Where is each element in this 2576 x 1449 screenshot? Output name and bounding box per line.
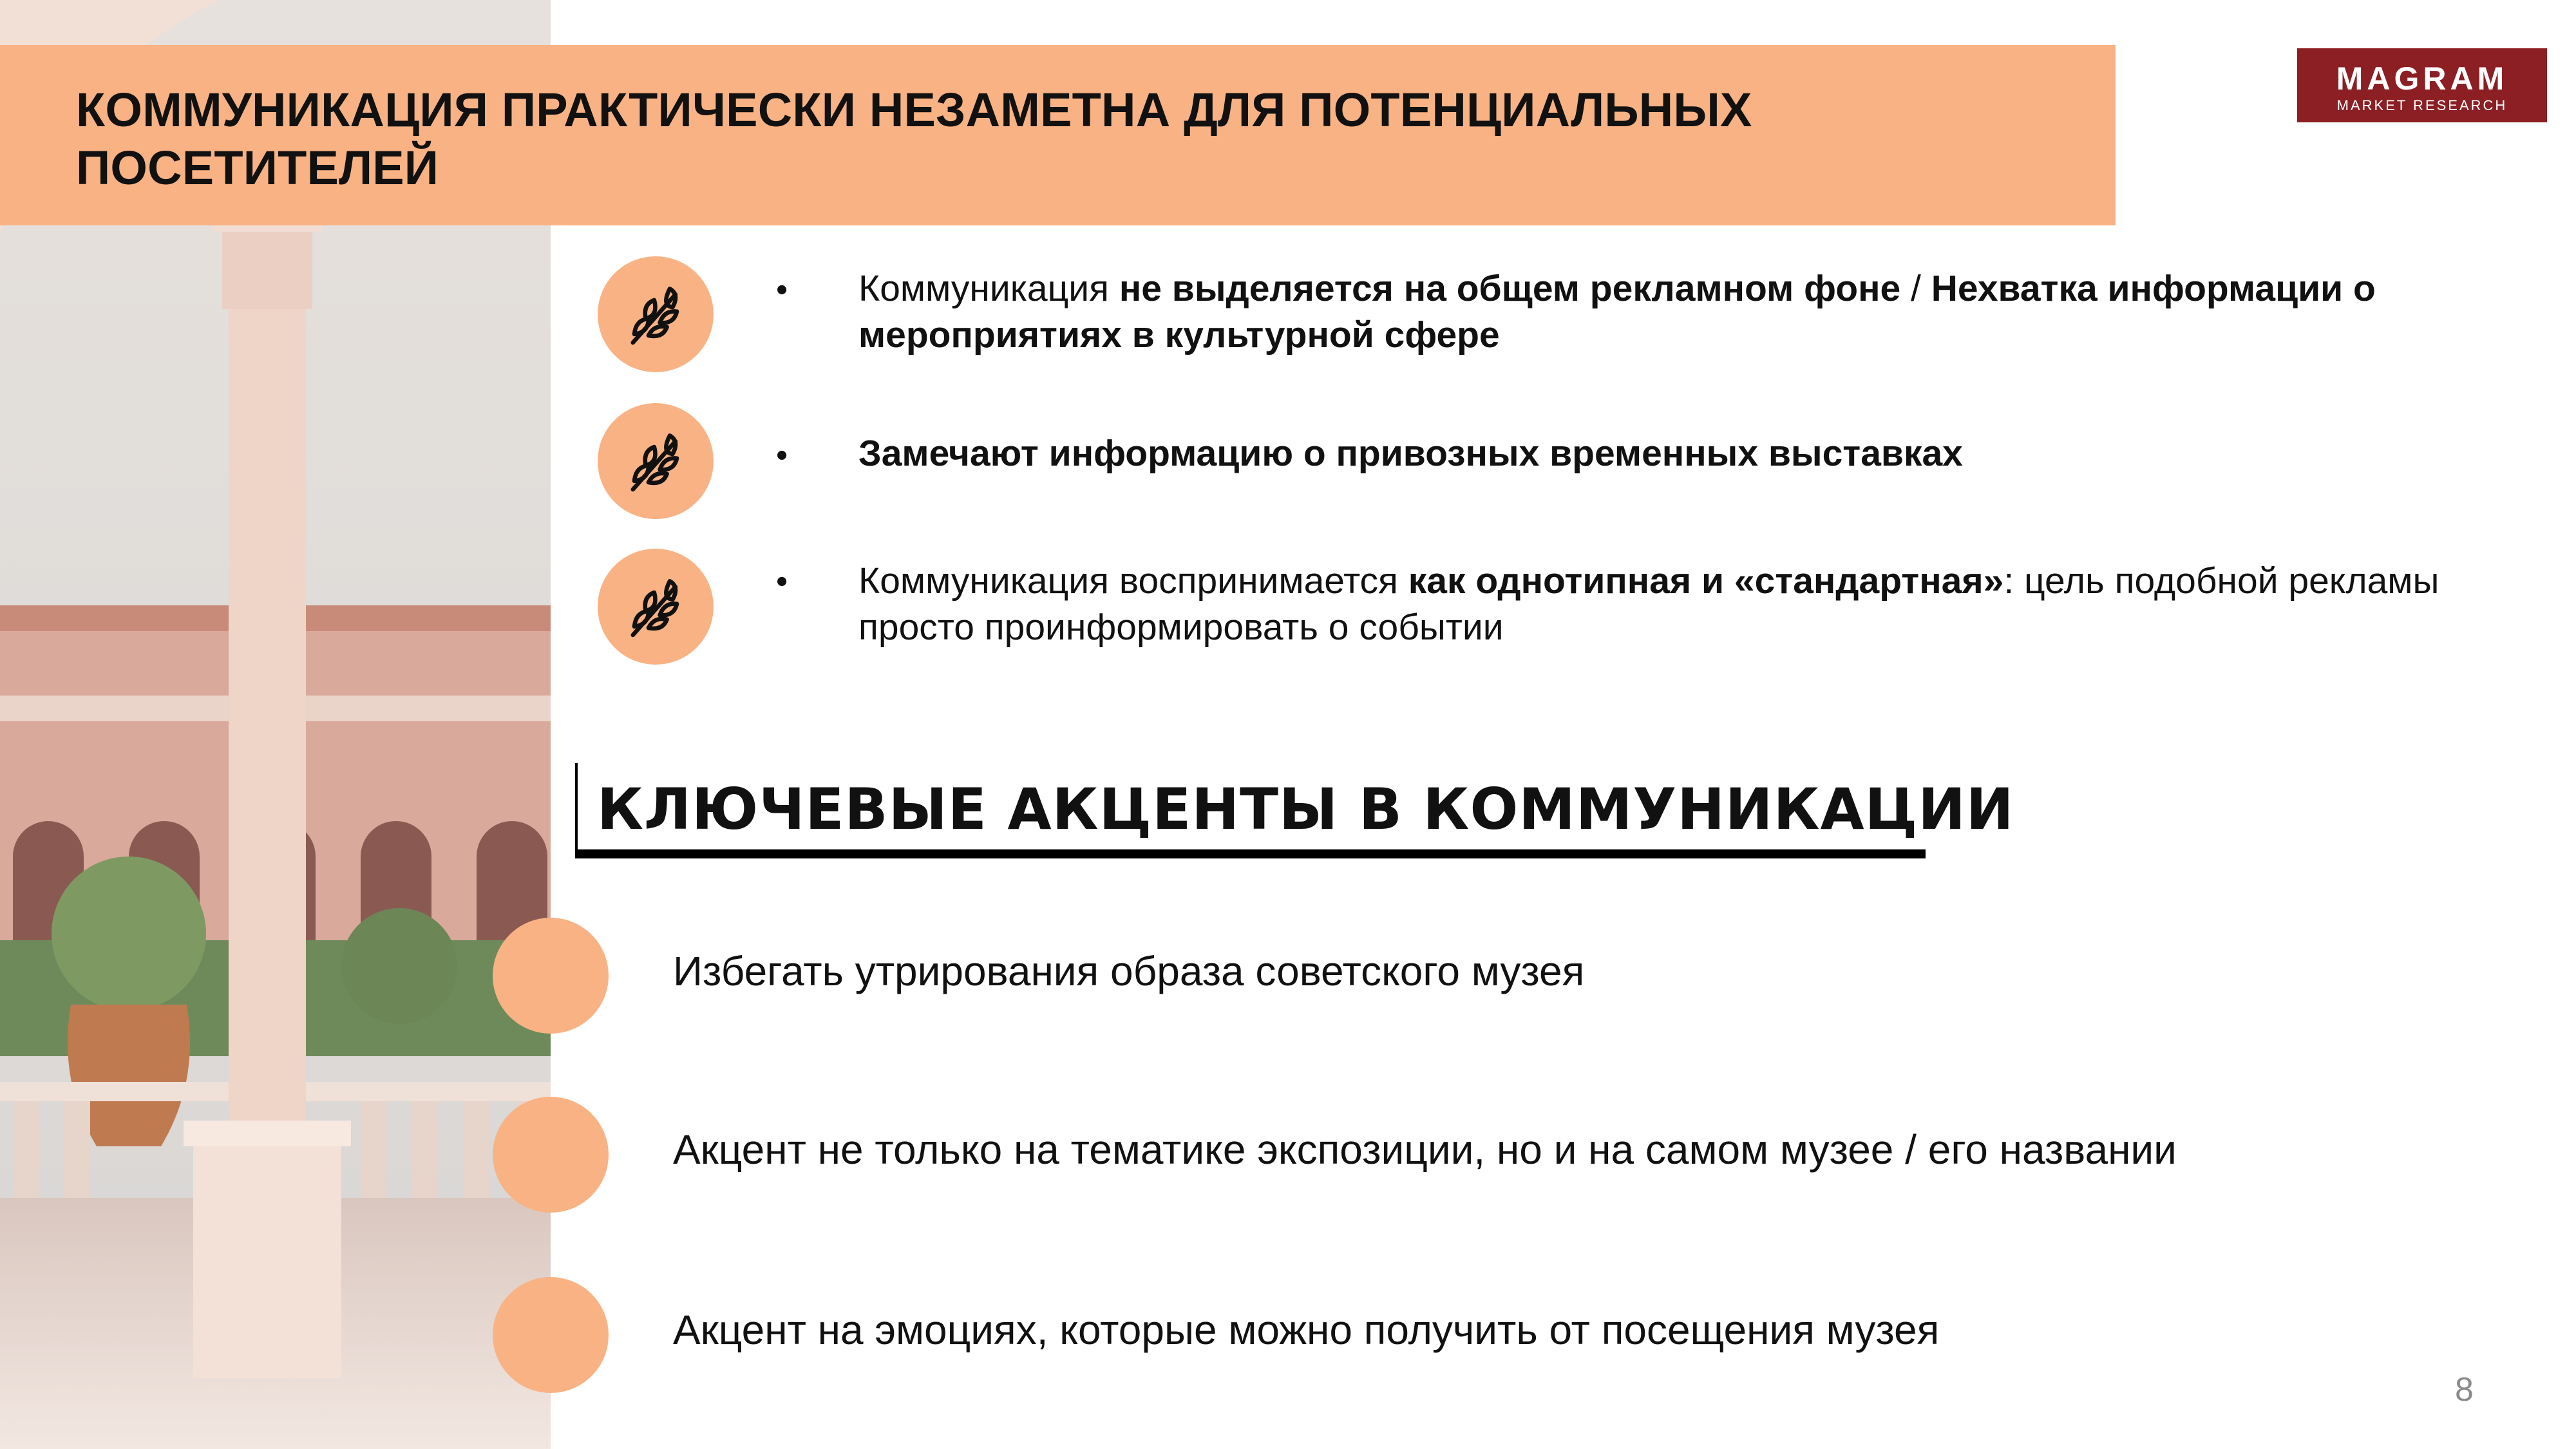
accent-text-3: Акцент на эмоциях, которые можно получить от посещения музея — [673, 1307, 1940, 1353]
bullet-1-bold-1: не выделяется на общем рекламном фоне — [1119, 268, 1901, 309]
bullet-dot: • — [776, 437, 788, 474]
accent-marker — [493, 1277, 609, 1393]
bullet-dot: • — [776, 563, 788, 600]
slide-title: КОММУНИКАЦИЯ ПРАКТИЧЕСКИ НЕЗАМЕТНА ДЛЯ ПОТЕНЦИАЛЬНЫХ ПОСЕТИТЕЛЕЙ — [76, 83, 1752, 194]
leaf-icon — [620, 571, 691, 642]
accent-text-1: Избегать утрирования образа советского музея — [673, 948, 1585, 994]
bullet-text-1 — [858, 265, 2546, 358]
accent-marker — [493, 918, 609, 1034]
bullet-1-plain-2: / — [1900, 268, 1931, 309]
bullet-1-bold-2: Нехватка информации о мероприятиях в культурной сфере — [858, 268, 2376, 355]
section-heading: КЛЮЧЕВЫЕ АКЦЕНТЫ В КОММУНИКАЦИИ — [597, 776, 2014, 842]
bullet-3-plain-2: : цель подобной рекламы просто проинформировать о событии — [858, 560, 2439, 648]
logo-subtitle: MARKET RESEARCH — [2336, 97, 2508, 113]
bullet-text-2 — [858, 430, 2546, 477]
logo-name: MAGRAM — [2336, 61, 2508, 97]
accent-marker — [493, 1097, 609, 1213]
section-heading-box — [575, 763, 2014, 858]
magram-logo — [2297, 48, 2547, 122]
accent-text-2: Акцент не только на тематике экспозиции, но и на самом музее / его названии — [673, 1126, 2177, 1173]
title-bar — [0, 45, 2116, 225]
leaf-icon — [620, 426, 691, 497]
page-number: 8 — [2455, 1371, 2474, 1408]
leaf-icon-3 — [598, 549, 714, 665]
bullet-text-3 — [858, 558, 2546, 650]
bullet-1-plain-1: Коммуникация — [858, 268, 1119, 309]
bullet-2-bold: Замечают информацию о привозных временных выставках — [858, 433, 1963, 474]
leaf-icon-1 — [598, 256, 714, 372]
leaf-icon — [620, 279, 691, 350]
bullet-dot: • — [776, 271, 788, 308]
leaf-icon-2 — [598, 403, 714, 519]
bullet-3-plain-1: Коммуникация воспринимается — [858, 560, 1408, 601]
bullet-3-bold: как однотипная и «стандартная» — [1408, 560, 2004, 601]
